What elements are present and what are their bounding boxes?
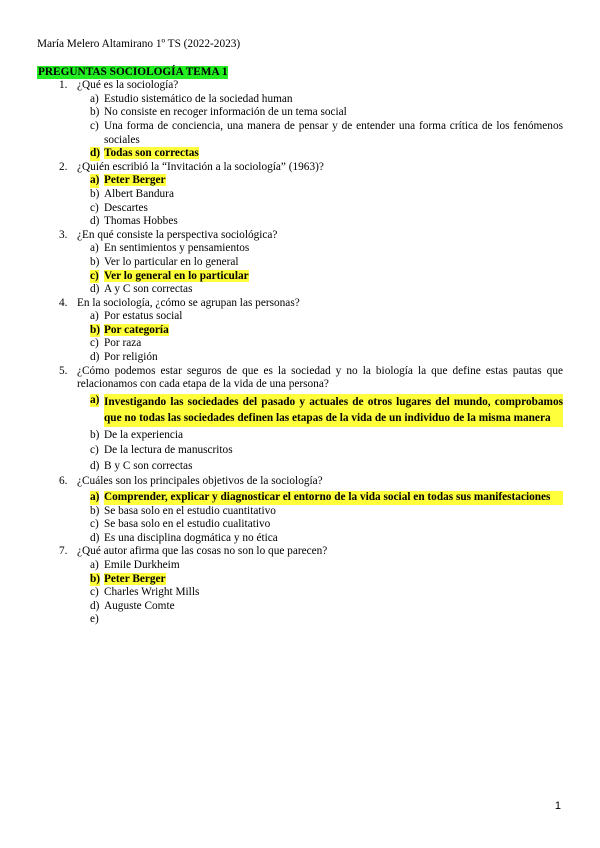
option-1b: b) No consiste en recoger información de un tema social (90, 106, 347, 119)
option-3a: a) En sentimientos y pensamientos (90, 242, 250, 255)
question-2: 2. ¿Quién escribió la “Invitación a la sociología” (1963)? (59, 160, 324, 173)
option-5b: b) De la experiencia (90, 428, 184, 441)
option-2c: c) Descartes (90, 201, 148, 214)
question-text: ¿Cómo podemos estar seguros de que es la sociedad y no la biología la que define estas pautas que relacionamos con cada etapa de la vida de una persona? (77, 364, 563, 391)
option-3c-correct: c) Ver lo general en lo particular (90, 269, 249, 282)
option-6c: c) Se basa solo en el estudio cualitativo (90, 518, 271, 531)
question-6: 6. ¿Cuáles son los principales objetivos de la sociología? (59, 475, 323, 488)
question-4: 4. En la sociología, ¿cómo se agrupan las personas? (59, 296, 300, 309)
option-1a: a) Estudio sistemático de la sociedad human (90, 92, 293, 105)
option-4a: a) Por estatus social (90, 310, 183, 323)
option-4d: d) Por religión (90, 351, 158, 364)
page-number: 1 (554, 800, 561, 812)
question-3: 3. ¿En qué consiste la perspectiva sociológica? (59, 228, 278, 241)
question-text: ¿Qué autor afirma que las cosas no son lo que parecen? (77, 545, 328, 558)
question-1: 1. ¿Qué es la sociología? (59, 79, 179, 92)
option-6a-correct: a) Comprender, explicar y diagnosticar el entorno de la vida social en todas sus manifestaciones (37, 491, 563, 505)
option-4b-correct: b) Por categoría (90, 323, 169, 336)
option-5a-correct: a) Investigando las sociedades del pasado y actuales de otros lugares del mundo, comprobamos que no todas las sociedades definen las etapas de la vida de un individuo de la misma manera (37, 394, 563, 427)
option-4c: c) Por raza (90, 337, 142, 350)
option-6b: b) Se basa solo en el estudio cuantitativo (90, 504, 276, 517)
document-page (37, 38, 563, 627)
question-text: ¿En qué consiste la perspectiva sociológica? (77, 228, 278, 241)
question-text: ¿Quién escribió la “Invitación a la sociología” (1963)? (77, 160, 324, 173)
question-5: 5. ¿Cómo podemos estar seguros de que es la sociedad y no la biología la que define estas pautas que relacionamos con cada etapa de la vida de una persona? (59, 364, 563, 391)
option-5c: c) De la lectura de manuscritos (90, 444, 233, 457)
option-7c: c) Charles Wright Mills (90, 586, 200, 599)
question-text: ¿Qué es la sociología? (77, 79, 179, 92)
document-header-author: María Melero Altamirano 1º TS (2022-2023) (37, 38, 241, 50)
option-1d-correct: d) Todas son correctas (90, 147, 199, 160)
option-5d: d) B y C son correctas (90, 459, 193, 472)
option-7b-correct: b) Peter Berger (90, 572, 166, 585)
option-3b: b) Ver lo particular en lo general (90, 255, 239, 268)
option-7d: d) Auguste Comte (90, 599, 175, 612)
question-7: 7. ¿Qué autor afirma que las cosas no son lo que parecen? (59, 545, 328, 558)
question-text: ¿Cuáles son los principales objetivos de la sociología? (77, 475, 323, 488)
document-title: PREGUNTAS SOCIOLOGÍA TEMA 1 (38, 65, 228, 78)
option-6d: d) Es una disciplina dogmática y no ética (90, 531, 278, 544)
option-2d: d) Thomas Hobbes (90, 215, 178, 228)
option-7e: e) (90, 613, 99, 626)
option-2b: b) Albert Bandura (90, 187, 174, 200)
option-1c: c) Una forma de conciencia, una manera de pensar y de entender una forma crítica de los fenómenos sociales (90, 119, 563, 146)
question-text: En la sociología, ¿cómo se agrupan las personas? (77, 296, 300, 309)
option-7a: a) Emile Durkheim (90, 559, 180, 571)
option-2a-correct: a) Peter Berger (90, 174, 166, 187)
option-3d: d) A y C son correctas (90, 283, 193, 296)
